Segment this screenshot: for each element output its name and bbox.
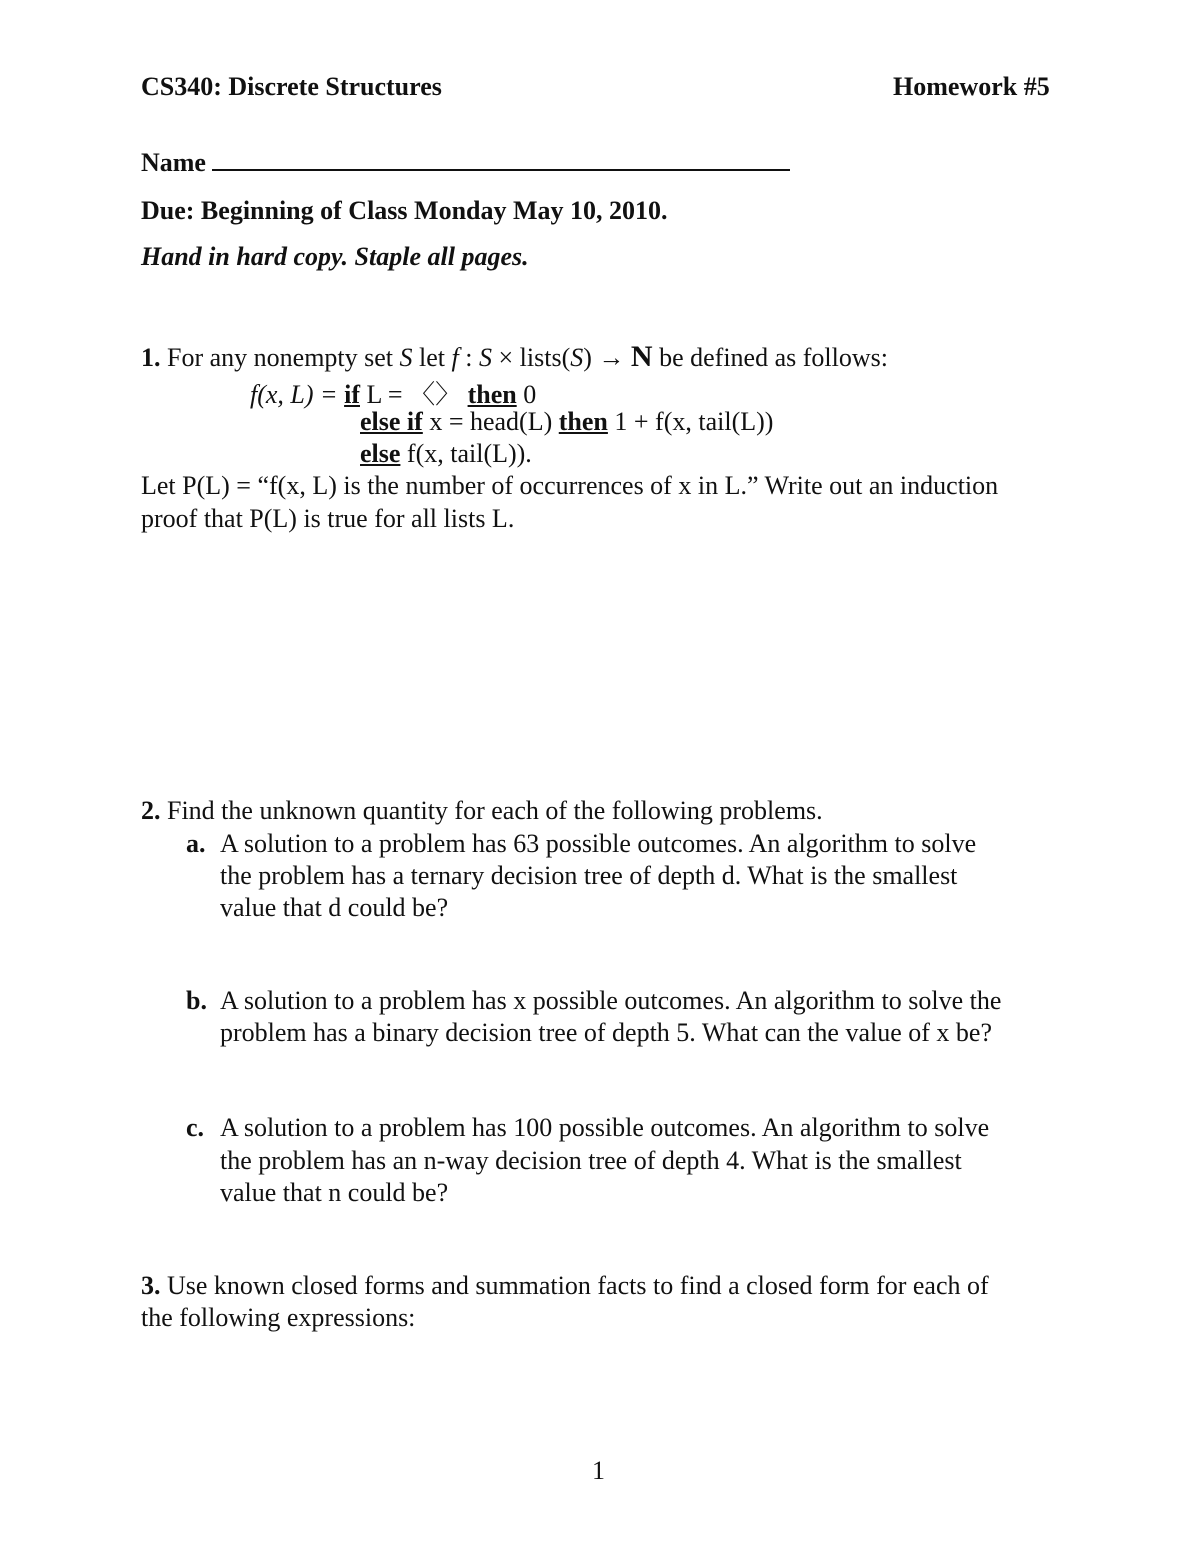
instructions: Hand in hard copy. Staple all pages.	[141, 242, 529, 271]
name-field	[141, 147, 790, 178]
assignment-title: Homework #5	[893, 72, 1050, 101]
q2b-line1: A solution to a problem has x possible outcomes. An algorithm to solve the	[220, 986, 1002, 1015]
q1-text: let	[412, 343, 452, 372]
q2a-line1: A solution to a problem has 63 possible outcomes. An algorithm to solve	[220, 829, 977, 858]
keyword-if: if	[344, 380, 360, 409]
q1-text: × lists(	[492, 343, 571, 372]
q1-var: S	[399, 343, 413, 372]
q3-number: 3.	[141, 1271, 161, 1300]
q3-line2: the following expressions:	[141, 1303, 416, 1332]
q2b-label: b.	[186, 986, 207, 1015]
q1-var: f	[451, 343, 459, 372]
q2a-line2: the problem has a ternary decision tree of depth d. What is the smallest	[220, 861, 958, 890]
keyword-then: then	[467, 380, 517, 409]
q2a-line3: value that d could be?	[220, 893, 449, 922]
q1-text-line2: proof that P(L) is true for all lists L.	[141, 504, 515, 533]
q1-number: 1.	[141, 343, 161, 372]
q1-text-line1: Let P(L) = “f(x, L) is the number of occurrences of x in L.” Write out an induction	[141, 471, 999, 500]
course-title: CS340: Discrete Structures	[141, 72, 442, 101]
keyword-then: then	[558, 407, 608, 436]
naturals-symbol: N	[630, 340, 653, 373]
q2a-label: a.	[186, 829, 206, 858]
q2c-line1: A solution to a problem has 100 possible outcomes. An algorithm to solve	[220, 1113, 990, 1142]
q1-def-text: f(x, tail(L)).	[400, 439, 532, 468]
q1-def-text: 0	[516, 380, 537, 409]
q1-text: be defined as follows:	[652, 343, 888, 372]
q1-line1	[141, 340, 888, 374]
q1-def-text: x = head(L)	[422, 407, 559, 436]
q1-def-text: L = 〈〉	[359, 380, 468, 409]
keyword-else: else	[360, 439, 401, 468]
q1-text: :	[458, 343, 479, 372]
page-number: 1	[592, 1456, 605, 1485]
q2c-label: c.	[186, 1113, 205, 1142]
q1-text: For any nonempty set	[167, 343, 400, 372]
q2-number: 2.	[141, 796, 161, 825]
q1-def-text: 1 + f(x, tail(L))	[607, 407, 774, 436]
q1-var: S	[479, 343, 492, 372]
q3-text: Use known closed forms and summation facts to find a closed form for each of	[167, 1271, 989, 1300]
q1-def-line3	[360, 439, 532, 469]
q2b-line2: problem has a binary decision tree of depth 5. What can the value of x be?	[220, 1018, 993, 1047]
q2-intro-text: Find the unknown quantity for each of the following problems.	[167, 796, 823, 825]
q1-def-lhs: f(x, L) =	[250, 380, 345, 409]
name-blank-line	[212, 147, 790, 171]
q1-text: ) →	[583, 343, 631, 372]
q2c-line2: the problem has an n-way decision tree of depth 4. What is the smallest	[220, 1146, 962, 1175]
name-label: Name	[141, 148, 206, 177]
q2-intro	[141, 796, 823, 826]
q2c-line3: value that n could be?	[220, 1178, 449, 1207]
q1-def-line1	[250, 374, 536, 411]
keyword-else-if: else if	[360, 407, 423, 436]
q3-line1	[141, 1271, 989, 1301]
q1-var: S	[570, 343, 584, 372]
due-date: Due: Beginning of Class Monday May 10, 2010.	[141, 196, 668, 225]
q1-def-line2	[360, 407, 773, 437]
